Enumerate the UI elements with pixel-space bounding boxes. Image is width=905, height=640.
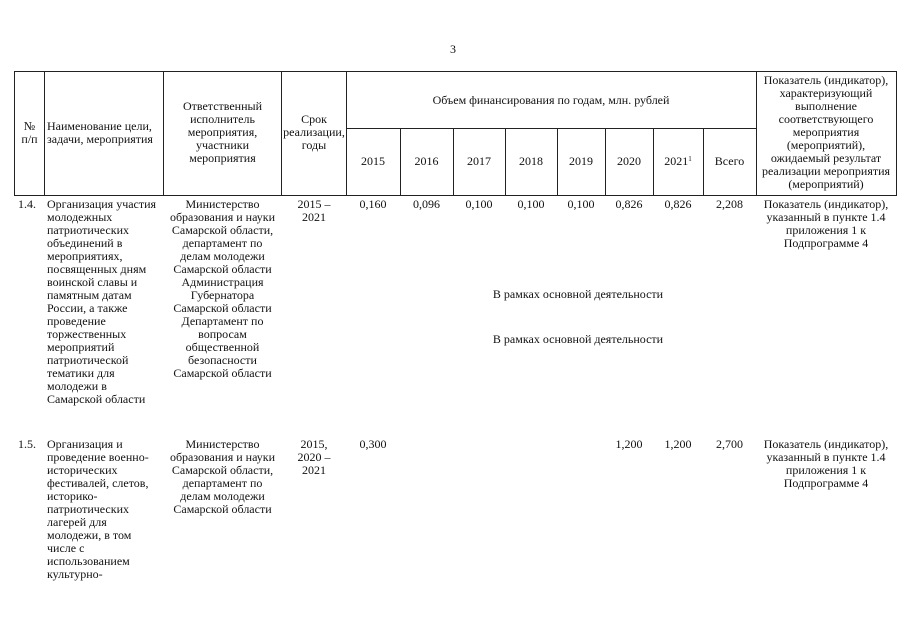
- row-1-5-term: 2015, 2020 – 2021: [297, 437, 331, 477]
- row-1-5-value-2020: 1,200: [615, 437, 643, 451]
- header-num: № п/п: [21, 119, 38, 146]
- row-1-4-value-2020: 0,826: [615, 197, 643, 211]
- header-year-2016: 2016: [414, 154, 439, 168]
- row-1-4-name: Организация участия молодежных патриотических объединений в мероприятиях, посвященных дням воинской славы и памятным датам России, а также проведение торжественных мероприятий патриотической тематики для молодежи в Самарской области: [47, 197, 157, 406]
- row-1-5-num: 1.5.: [18, 437, 36, 451]
- header-year-2018: 2018: [519, 154, 543, 168]
- years-header-divider: [346, 128, 756, 129]
- row-1-5-total: 2,700: [716, 437, 743, 451]
- row-1-4-value-2015: 0,160: [359, 197, 387, 211]
- row-1-4-term: 2015 – 2021: [297, 197, 331, 224]
- row-1-5-indicator: Показатель (индикатор), указанный в пункте 1.4 приложения 1 к Подпрограмме 4: [763, 437, 889, 490]
- row-1-4-note-main-activity-1: В рамках основной деятельности: [492, 287, 664, 301]
- header-year-2021-cell: [653, 155, 703, 168]
- table-top-border: [14, 71, 896, 72]
- row-1-4-responsible: Министерство образования и науки Самарской области, департамент по делам молодежи Самарской области Администрация Губернатора Самарской области Департамент по вопросам общественной безопасности Самарской области: [169, 197, 276, 380]
- header-year-2020: 2020: [617, 154, 641, 168]
- footnote-marker: 1: [688, 155, 692, 163]
- row-1-4-value-2019: 0,100: [567, 197, 595, 211]
- header-funding: Объем финансирования по годам, млн. рублей: [432, 93, 670, 107]
- header-year-2017: 2017: [467, 154, 491, 168]
- header-year-2019: 2019: [569, 154, 593, 168]
- header-indicator: Показатель (индикатор), характеризующий выполнение соответствующего мероприятия (мероприятий), ожидаемый результат реализации мероприятия (мероприятий): [761, 73, 891, 191]
- row-1-5-value-2021: 1,200: [664, 437, 692, 451]
- header-total: Всего: [714, 154, 745, 168]
- row-1-4-value-2021: 0,826: [664, 197, 692, 211]
- row-1-4-total: 2,208: [716, 197, 743, 211]
- header-responsible: Ответственный исполнитель мероприятия, участники мероприятия: [182, 99, 263, 165]
- row-1-4-value-2016: 0,096: [413, 197, 440, 211]
- row-1-5-responsible: Министерство образования и науки Самарской области, департамент по делам молодежи Самарской области: [169, 437, 276, 516]
- row-1-5-value-2015: 0,300: [359, 437, 387, 451]
- row-1-4-value-2017: 0,100: [465, 197, 493, 211]
- row-1-4-note-main-activity-2: В рамках основной деятельности: [492, 332, 664, 346]
- header-name: Наименование цели, задачи, мероприятия: [47, 119, 153, 146]
- header-term: Срок реализации, годы: [283, 112, 345, 152]
- col-border-6: [896, 71, 897, 196]
- page-number: 3: [450, 42, 456, 56]
- header-year-2021: 2021: [664, 154, 689, 168]
- row-1-4-num: 1.4.: [18, 197, 36, 211]
- row-1-4-value-2018: 0,100: [517, 197, 545, 211]
- row-1-4-indicator: Показатель (индикатор), указанный в пункте 1.4 приложения 1 к Подпрограмме 4: [763, 197, 889, 250]
- header-bottom-border: [14, 195, 896, 196]
- header-year-2015: 2015: [361, 154, 385, 168]
- row-1-5-name: Организация и проведение военно- исторических фестивалей, слетов, историко- патриотических лагерей для молодежи, в том числе с использованием культурно-: [47, 437, 149, 581]
